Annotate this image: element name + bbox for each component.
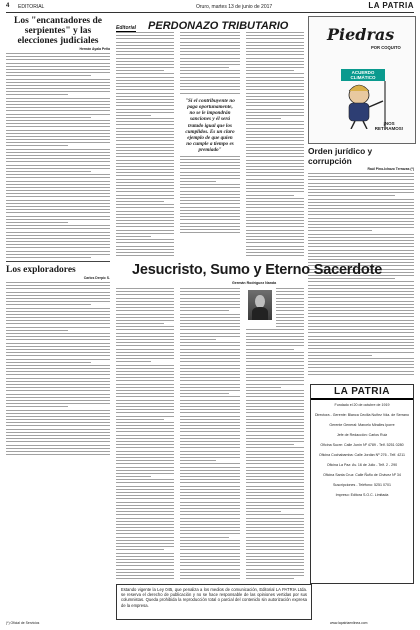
directory-masthead: LA PATRIA xyxy=(311,385,413,400)
directory-row: Jefe de Redacción: Carlos Ruiz xyxy=(336,433,388,437)
left-column xyxy=(6,16,110,624)
section-name: EDITORIAL xyxy=(18,4,45,10)
cartoon xyxy=(308,16,416,144)
sign-board: ACUERDO CLIMÁTICO xyxy=(341,69,385,81)
pull-quote: "Si el contribuyente no paga oportunamente, no se le impondrán sanciones y él será tratado igual que los cumplidos. Es un claro ejemplo de que quien no cumple a tiempo es premiado" xyxy=(185,97,235,154)
article-body xyxy=(6,282,110,455)
feature-headline: Jesucristo, Sumo y Eterno Sacerdote xyxy=(132,262,383,278)
editorial-column-1 xyxy=(116,32,174,256)
article-byline: Carlos Derpic S. xyxy=(83,276,110,280)
divider xyxy=(6,261,110,262)
article-headline: Los "encantadores de serpientes" y las elecciones judiciales xyxy=(14,16,102,46)
cartoon-author: POR COQUITO xyxy=(371,45,401,50)
editorial-column-2 xyxy=(180,32,240,235)
article-byline: Raúl Pino-Ichazo Terrazas (*) xyxy=(367,167,414,171)
directory-row: Oficina La Paz: Av. 16 de Julio - Telf. 2 - 290 xyxy=(326,463,398,467)
directory-row: Oficina Cochabamba: Calle Jordán Nº 276 - Telf. 4211 xyxy=(318,453,406,457)
footer-url: www.lapatriaenlinea.com xyxy=(330,621,368,625)
feature-byline: Germán Rodríguez Nanda xyxy=(232,281,277,285)
article-headline: Orden jurídico y corrupción xyxy=(308,146,373,166)
right-column xyxy=(308,146,414,376)
cartoon-caption: ¡NOS RETIRAMOS! xyxy=(374,121,404,131)
article-byline: Hernán Ayala Peña xyxy=(79,47,110,51)
directory-row: Oficina Santa Cruz: Calle Ñuflo de Chávez Nº 34 xyxy=(323,473,401,477)
article-headline: Los exploradores xyxy=(6,265,76,275)
article-body xyxy=(6,53,110,258)
feature-column-2 xyxy=(180,288,240,580)
editorial-column-3 xyxy=(246,32,304,256)
page-number: 4 xyxy=(6,3,10,9)
cartoon-title: Piedras xyxy=(327,25,395,44)
directory-row: Gerente General: Marcelo Miralles Iporre xyxy=(329,423,395,427)
feature-column-3 xyxy=(246,288,304,580)
masthead: LA PATRIA xyxy=(368,1,414,10)
directory-row: Fundado el 20 de octubre de 1919 xyxy=(334,403,390,407)
feature-column-1 xyxy=(116,288,174,580)
legal-notice: Estando vigente la Ley 045, que penaliza a los medios de comunicación, Editorial LA PATRIA Ltda. se reserva el derecho de publicación y no se hace responsable de las opiniones vertidas por sus columnistas. Queda prohibida la reproducción total o parcial del contenido sin autorización expresa de la empresa. xyxy=(116,584,312,620)
issue-date: Oruro, martes 13 de junio de 2017 xyxy=(196,4,273,10)
editorial-title: PERDONAZO TRIBUTARIO xyxy=(148,20,289,32)
editorial-tag: Editorial xyxy=(116,25,137,31)
page-header xyxy=(6,2,414,13)
editorial-block xyxy=(116,16,304,256)
newspaper-directory xyxy=(310,384,414,584)
footer-left: (*) Oficial de Servicios xyxy=(6,621,40,625)
directory-row: Suscripciones - Teléfono: 5251 0701 xyxy=(332,483,392,487)
directory-row: Oficina Sucre: Calle Junín Nº 4789 - Telf. 5251 0280 xyxy=(320,443,404,447)
directory-row: Impreso: Editora S.O.C. Limitada xyxy=(335,493,389,497)
directory-row: Directora - Gerente: Blanca Cecilia Nuñez Vda. de Serrano xyxy=(314,413,410,417)
